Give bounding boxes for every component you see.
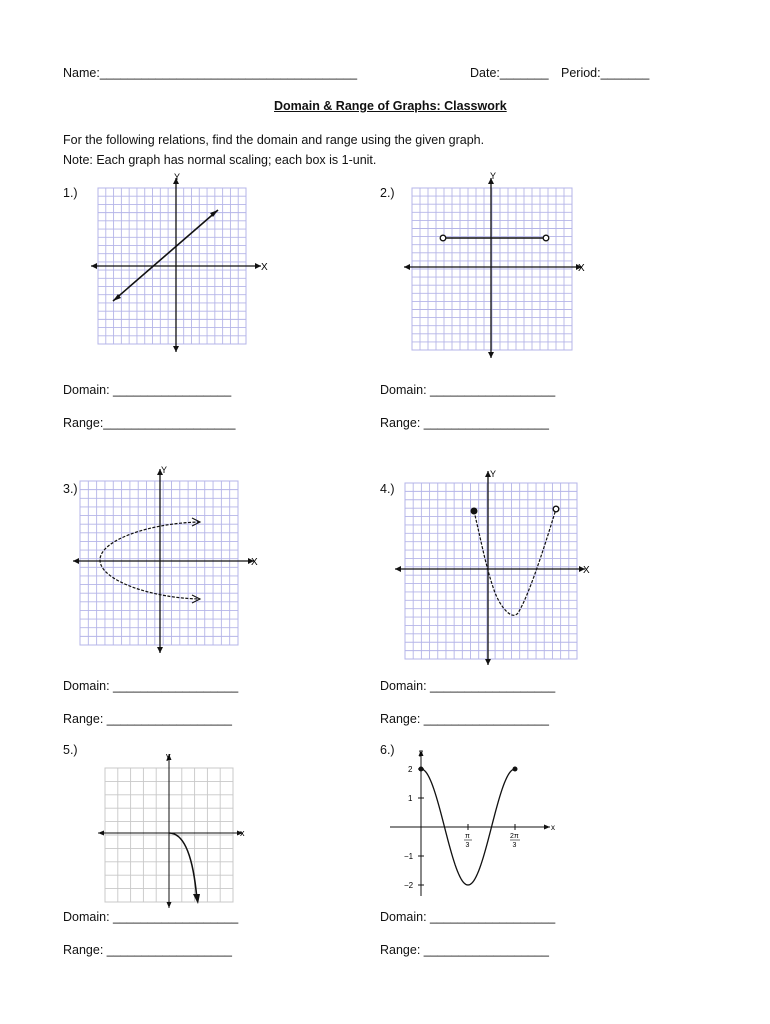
date-field: Date:_______ bbox=[470, 66, 549, 80]
graph-1 bbox=[85, 170, 275, 360]
problem-3-number: 3.) bbox=[63, 482, 78, 496]
y-axis-label: Y bbox=[490, 469, 497, 479]
x-tick-2pi3-den: 3 bbox=[512, 842, 517, 849]
y-axis-label: Y bbox=[490, 171, 497, 181]
problem-4-domain: Domain: __________________ bbox=[380, 679, 556, 693]
problem-6-number: 6.) bbox=[380, 743, 395, 757]
problem-6-domain: Domain: __________________ bbox=[380, 910, 556, 924]
problem-1-number: 1.) bbox=[63, 186, 78, 200]
endpoint-left bbox=[419, 767, 424, 772]
grid bbox=[80, 481, 238, 645]
graph-6 bbox=[390, 748, 560, 898]
problem-4-range: Range: __________________ bbox=[380, 712, 549, 726]
problem-2-domain: Domain: __________________ bbox=[380, 383, 556, 397]
y-tick-2: 2 bbox=[408, 765, 413, 774]
problem-3-range: Range: __________________ bbox=[63, 712, 232, 726]
problem-1-range: Range:___________________ bbox=[63, 416, 236, 430]
y-axis-label: Y bbox=[174, 172, 181, 182]
x-tick-2pi3-num: 2π bbox=[510, 833, 519, 840]
open-endpoint-right bbox=[543, 235, 549, 241]
instructions-line-2: Note: Each graph has normal scaling; each box is 1-unit. bbox=[63, 153, 377, 167]
y-axis-label: y bbox=[419, 748, 423, 757]
grid bbox=[412, 188, 572, 350]
problem-5-number: 5.) bbox=[63, 743, 78, 757]
problem-1-domain: Domain: _________________ bbox=[63, 383, 232, 397]
x-axis-label: X bbox=[578, 263, 585, 274]
problem-6-range: Range: __________________ bbox=[380, 943, 549, 957]
problem-5-domain: Domain: __________________ bbox=[63, 910, 239, 924]
y-tick-neg1: −1 bbox=[404, 852, 414, 861]
y-tick-1: 1 bbox=[408, 794, 413, 803]
endpoint-right bbox=[513, 767, 518, 772]
instructions-line-1: For the following relations, find the domain and range using the given graph. bbox=[63, 133, 485, 147]
x-axis-label: X bbox=[583, 565, 590, 576]
worksheet-title: Domain & Range of Graphs: Classwork bbox=[274, 99, 507, 113]
graph-3 bbox=[70, 465, 260, 660]
x-axis-label: x bbox=[240, 828, 245, 838]
name-field: Name:_____________________________________ bbox=[63, 66, 358, 80]
problem-5-range: Range: __________________ bbox=[63, 943, 232, 957]
open-endpoint bbox=[553, 506, 559, 512]
x-axis-label: X bbox=[261, 262, 268, 273]
open-endpoint-left bbox=[440, 235, 446, 241]
graph-5 bbox=[95, 748, 255, 913]
x-tick-pi3-num: π bbox=[465, 833, 470, 840]
closed-endpoint bbox=[471, 508, 477, 514]
curve bbox=[169, 833, 197, 900]
y-axis-label: y bbox=[166, 751, 171, 761]
problem-3-domain: Domain: __________________ bbox=[63, 679, 239, 693]
graph-4 bbox=[390, 465, 590, 670]
problem-4-number: 4.) bbox=[380, 482, 395, 496]
graph-2 bbox=[400, 170, 590, 365]
problem-2-number: 2.) bbox=[380, 186, 395, 200]
y-axis-label: Y bbox=[161, 465, 168, 475]
x-axis-label: X bbox=[251, 557, 258, 568]
y-tick-neg2: −2 bbox=[404, 881, 414, 890]
problem-2-range: Range: __________________ bbox=[380, 416, 549, 430]
x-tick-pi3-den: 3 bbox=[465, 842, 470, 849]
period-field: Period:_______ bbox=[561, 66, 650, 80]
x-axis-label: x bbox=[551, 823, 555, 832]
grid bbox=[405, 483, 577, 659]
